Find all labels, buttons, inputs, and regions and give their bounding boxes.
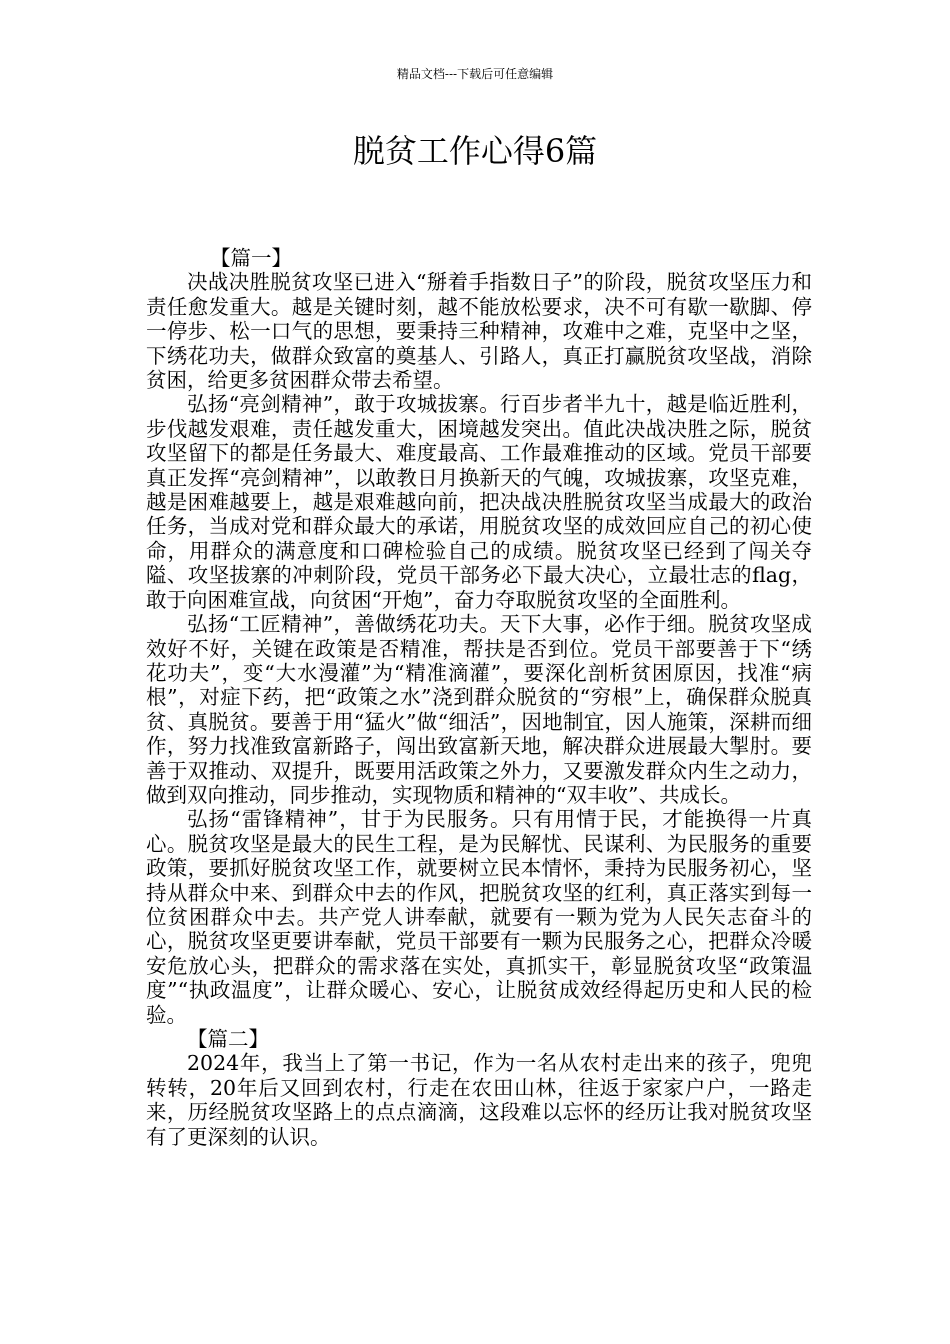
section-heading-1: 【篇一】 xyxy=(210,246,292,270)
section-heading-2: 【篇二】 xyxy=(187,1027,269,1051)
paragraph: 2024年，我当上了第一书记，作为一名从农村走出来的孩子，兜兜转转，20年后又回到农村，行走在农田山林，往返于家家户户，一路走来，历经脱贫攻坚路上的点点滴滴，这段难以忘怀的经历让我对脱贫攻坚有了更深刻的认识。 xyxy=(146,1051,812,1149)
header-note: 精品文档---下载后可任意编辑 xyxy=(396,67,554,81)
paragraph: 弘扬“亮剑精神”，敢于攻城拔寨。行百步者半九十，越是临近胜利，步伐越发艰难，责任越发重大，困境越发突出。值此决战决胜之际，脱贫攻坚留下的都是任务最大、难度最高、工作最难推动的区域。党员干部要真正发挥“亮剑精神”，以敢教日月换新天的气魄，攻城拔寨，攻坚克难，越是困难越要上，越是艰难越向前，把决战决胜脱贫攻坚当成最大的政治任务，当成对党和群众最大的承诺，用脱贫攻坚的成效回应自己的初心使命，用群众的满意度和口碑检验自己的成绩。脱贫攻坚已经到了闯关夺隘、攻坚拔寨的冲刺阶段，党员干部务必下最大决心，立最壮志的flag，敢于向困难宣战，向贫困“开炮”，奋力夺取脱贫攻坚的全面胜利。 xyxy=(146,392,812,612)
paragraph: 弘扬“工匠精神”，善做绣花功夫。天下大事，必作于细。脱贫攻坚成效好不好，关键在政策是否精准，帮扶是否到位。党员干部要善于下“绣花功夫”，变“大水漫灌”为“精准滴灌”，要深化剖析贫困原因，找准“病根”，对症下药，把“政策之水”浇到群众脱贫的“穷根”上，确保群众脱真贫、真脱贫。要善于用“猛火”做“细活”，因地制宜，因人施策，深耕而细作，努力找准致富新路子，闯出致富新天地，解决群众进展最大掣肘。要善于双推动、双提升，既要用活政策之外力，又要激发群众内生之动力，做到双向推动，同步推动，实现物质和精神的“双丰收”、共成长。 xyxy=(146,612,812,807)
paragraph: 弘扬“雷锋精神”，甘于为民服务。只有用情于民，才能换得一片真心。脱贫攻坚是最大的民生工程，是为民解忧、民谋利、为民服务的重要政策，要抓好脱贫攻坚工作，就要树立民本情怀，秉持为民服务初心，坚持从群众中来、到群众中去的作风，把脱贫攻坚的红利，真正落实到每一位贫困群众中去。共产党人讲奉献，就要有一颗为党为人民矢志奋斗的心，脱贫攻坚更要讲奉献，党员干部要有一颗为民服务之心，把群众冷暖安危放心头，把群众的需求落在实处，真抓实干，彰显脱贫攻坚“政策温度”“执政温度”，让群众暖心、安心，让脱贫成效经得起历史和人民的检验。 xyxy=(146,807,812,1027)
paragraph: 决战决胜脱贫攻坚已进入“掰着手指数日子”的阶段，脱贫攻坚压力和责任愈发重大。越是关键时刻，越不能放松要求，决不可有歇一歇脚、停一停步、松一口气的思想，要秉持三种精神，攻难中之难，克坚中之坚，下绣花功夫，做群众致富的奠基人、引路人，真正打赢脱贫攻坚战，消除贫困，给更多贫困群众带去希望。 xyxy=(146,270,812,393)
document-body xyxy=(146,246,812,1149)
document-title: 脱贫工作心得6篇 xyxy=(352,132,598,170)
